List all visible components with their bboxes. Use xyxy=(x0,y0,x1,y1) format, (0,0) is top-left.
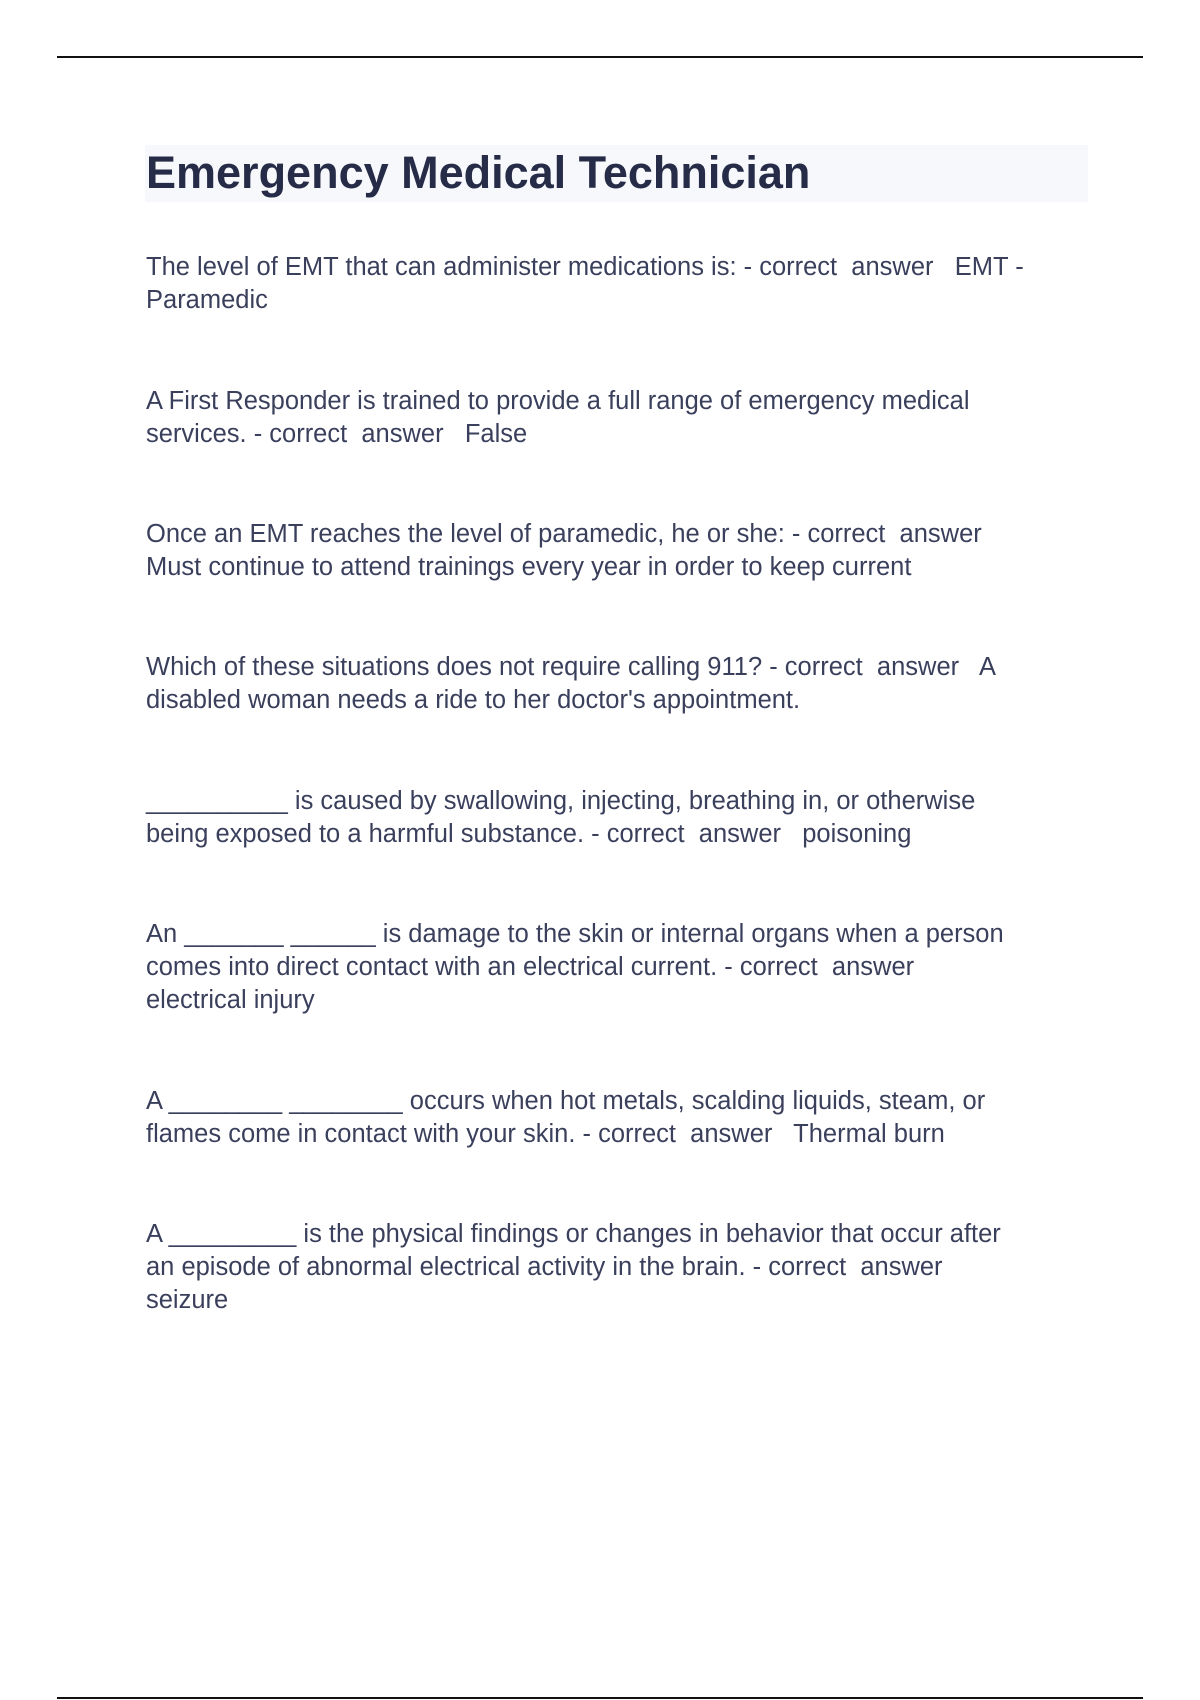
document-title: Emergency Medical Technician xyxy=(146,147,811,198)
question-answer-2: A First Responder is trained to provide a full range of emergency medical services. - correct answer False xyxy=(146,387,970,448)
question-answer-7: A ________ ________ occurs when hot metals, scalding liquids, steam, or flames come in contact with your skin. - correct answer Thermal burn xyxy=(146,1087,986,1148)
question-answer-6: An _______ ______ is damage to the skin or internal organs when a person comes into direct contact with an electrical current. - correct answer electrical injury xyxy=(146,920,1004,1014)
top-rule xyxy=(57,56,1143,58)
question-answer-5: __________ is caused by swallowing, injecting, breathing in, or otherwise being exposed to a harmful substance. - correct answer poisoning xyxy=(146,787,976,848)
question-answer-8: A _________ is the physical findings or changes in behavior that occur after an episode of abnormal electrical activity in the brain. - correct answer seizure xyxy=(146,1220,1001,1314)
question-answer-4: Which of these situations does not require calling 911? - correct answer A disabled woman needs a ride to her doctor's appointment. xyxy=(146,653,996,714)
question-answer-3: Once an EMT reaches the level of paramedic, he or she: - correct answer Must continue to attend trainings every year in order to keep current xyxy=(146,520,982,581)
question-answer-1: The level of EMT that can administer medications is: - correct answer EMT - Paramedic xyxy=(146,253,1024,314)
bottom-rule xyxy=(57,1697,1143,1699)
